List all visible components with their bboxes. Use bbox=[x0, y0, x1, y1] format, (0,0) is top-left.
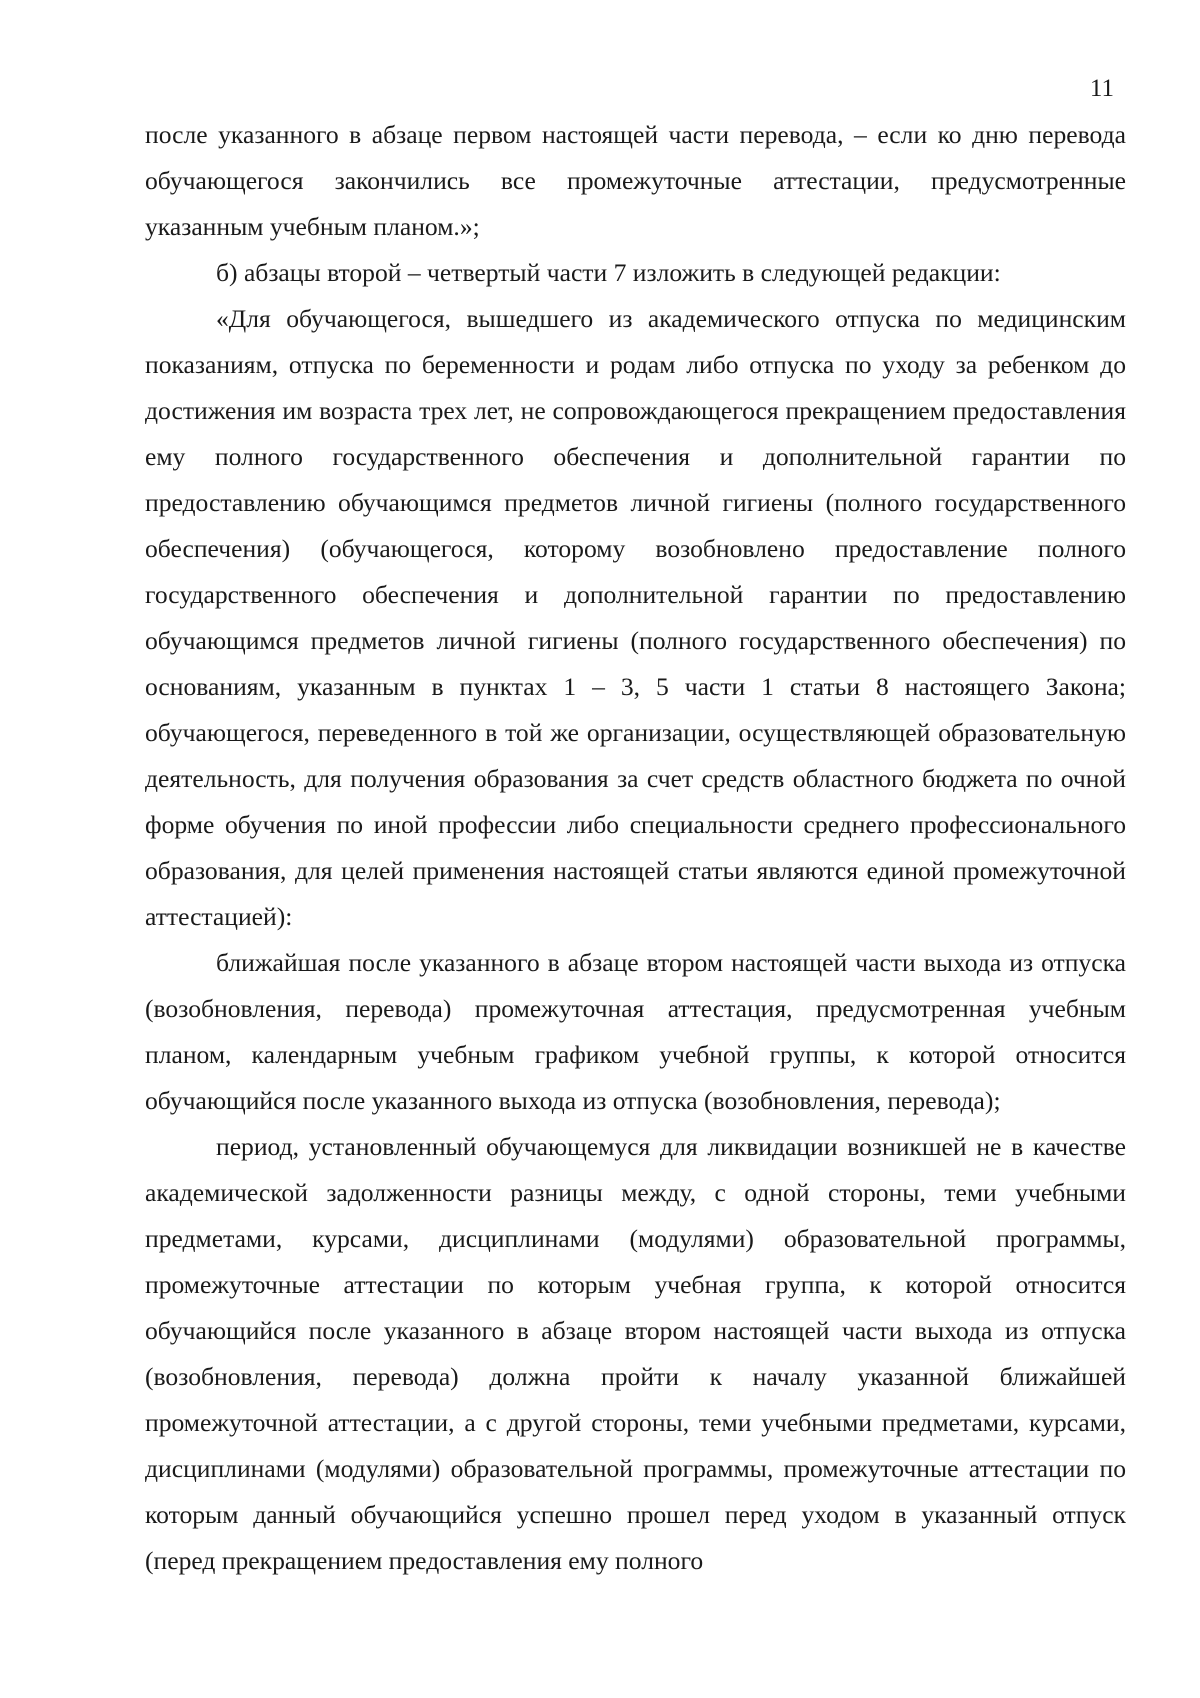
paragraph-nearest-attestation: ближайшая после указанного в абзаце втором настоящей части выхода из отпуска (возобновления, перевода) промежуточная аттестация, предусмотренная учебным планом, календарным учебным графиком учебной группы, к которой относится обучающийся после указанного выхода из отпуска (возобновления, перевода); bbox=[145, 948, 1126, 1115]
document-body bbox=[145, 112, 1126, 1584]
paragraph-item-b: б) абзацы второй – четвертый части 7 изложить в следующей редакции: bbox=[216, 258, 1001, 287]
page-number: 11 bbox=[1089, 75, 1114, 102]
paragraph-quoted-intro: «Для обучающегося, вышедшего из академического отпуска по медицинским показаниям, отпуска по беременности и родам либо отпуска по уходу за ребенком до достижения им возраста трех лет, не сопровождающегося прекращением предоставления ему полного государственного обеспечения и дополнительной гарантии по предоставлению обучающимся предметов личной гигиены (полного государственного обеспечения) (обучающегося, которому возобновлено предоставление полного государственного обеспечения и дополнительной гарантии по предоставлению обучающимся предметов личной гигиены (полного государственного обеспечения) по основаниям, указанным в пунктах 1 – 3, 5 части 1 статьи 8 настоящего Закона; обучающегося, переведенного в той же организации, осуществляющей образовательную деятельность, для получения образования за счет средств областного бюджета по очной форме обучения по иной профессии либо специальности среднего профессионального образования, для целей применения настоящей статьи являются единой промежуточной аттестацией): bbox=[145, 304, 1126, 931]
paragraph-period: период, установленный обучающемуся для ликвидации возникшей не в качестве академической задолженности разницы между, с одной стороны, теми учебными предметами, курсами, дисциплинами (модулями) образовательной программы, промежуточные аттестации по которым учебная группа, к которой относится обучающийся после указанного в абзаце втором настоящей части выхода из отпуска (возобновления, перевода) должна пройти к началу указанной ближайшей промежуточной аттестации, а с другой стороны, теми учебными предметами, курсами, дисциплинами (модулями) образовательной программы, промежуточные аттестации по которым данный обучающийся успешно прошел перед уходом в указанный отпуск (перед прекращением предоставления ему полного bbox=[145, 1132, 1126, 1575]
paragraph-continuation: после указанного в абзаце первом настоящей части перевода, – если ко дню перевода обучающегося закончились все промежуточные аттестации, предусмотренные указанным учебным планом.»; bbox=[145, 120, 1126, 241]
